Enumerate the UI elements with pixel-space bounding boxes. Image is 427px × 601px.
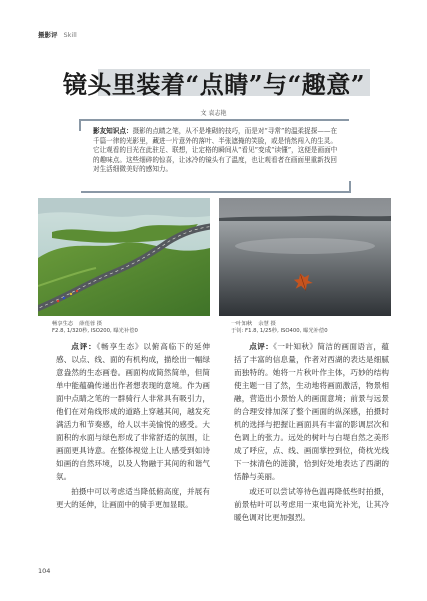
intro-box [81,119,349,193]
review-text: 《畅享生态》以俯高临下的延伸感、以点、线、面的有机构成，描绘出一幅绿意盎然的生态画卷。画面构成简然简单，但简单中能蕴确传递出作者想表现的意境。作为画面中点睛之笔的一群骑行人非常具有吸引力，他们在对角线形成的道路上穿越其间，越发充满活力和节奏感，给人以丰美愉悦的感受。大面积的水面与绿色形成了非常舒适的氛围，让画面更具诗意。在整体视觉上让人感受到如诗如画的自然环境，以及人物融于其间的和谐气氛。 [56,342,211,481]
photo-caption-left [52,321,202,335]
corner-decoration [339,181,351,193]
article-title: 镜头里装着“点睛”与“趣意” [62,70,366,99]
photo-exif: 于钊: F1.8, 1/25秒, ISO400, 曝光补偿0 [231,328,328,335]
photo-caption-right [231,321,381,335]
photo-title: 一叶知秋 [231,321,253,327]
photo-wetland-road [38,198,210,316]
review-lead: 点评： [249,342,274,351]
article-column-left [56,340,210,513]
review-paragraph [56,340,210,483]
photo-exif: F2.8, 1/320秒, ISO200, 曝光补偿0 [52,328,138,335]
intro-lead: 影友知识点： [93,127,133,135]
photo-title: 畅享生态 [52,321,74,327]
article-byline: 文 袁志艳 [200,110,227,117]
section-name-en: Skill [63,30,77,39]
suggestion-paragraph: 拍摄中可以考虑适当降低俯高度，并展有更大的延伸，让画面中的骑手更加显眼。 [56,487,210,509]
lake-leaf-image [219,198,391,316]
intro-text: 摄影的点睛之笔，从不是堆砌的技巧，而是对“寻常”的温柔捉探——在千篇一律的光影里，藏进一片意外的落叶、半张遮掩的笑脸，或是悄然闯入的生灵。它让观看的目光在此驻足、联想，让定格的瞬间从“看见”变成“读懂”，这便是画面中的趣味点。这些细碎的惊喜，让冰冷的镜头有了温度，也让观看者在画面里重新找回对生活细微美好的感知力。 [93,127,338,174]
review-text: 《一叶知秋》简洁的画面语言，蕴括了丰富的信息量，作者对西湖的表达是细腻而独特的。她将一片秋叶作主体，巧妙的结构使主题一目了然，生动地将画面激活，物景相融，营造出小景怡人的画面意境；前景与远景的合理安排加深了整个画面的纵深感，拍摄时机的选择与把握让画面具有丰富的影调层次和色调上的张力。远处的树叶与白堤自然之美形成了呼应，点、线、画面掌控到位，倚枕光线下一抹清色的涟漪，恰到好处地表达了西湖的恬静与美丽。 [234,342,390,481]
title-block [38,63,390,103]
wetland-road-image [38,198,210,316]
photo-lake-leaf [219,198,391,316]
section-name: 摄影评 [38,31,58,39]
intro-paragraph [93,127,339,175]
review-paragraph [234,340,389,483]
page-number: 104 [38,567,51,575]
review-lead: 点评： [71,342,97,351]
section-header [38,30,77,39]
article-column-right [234,340,389,526]
photo-author: 余慧 摄 [258,321,276,327]
suggestion-paragraph: 或还可以尝试等待色温再降低些时拍摄，前景枯叶可以考虑用一束电筒光补光，让其冷暖色调对比更加强烈。 [234,487,389,522]
photo-author: 薛莲蓉 摄 [79,321,103,327]
corner-decoration [79,119,91,131]
